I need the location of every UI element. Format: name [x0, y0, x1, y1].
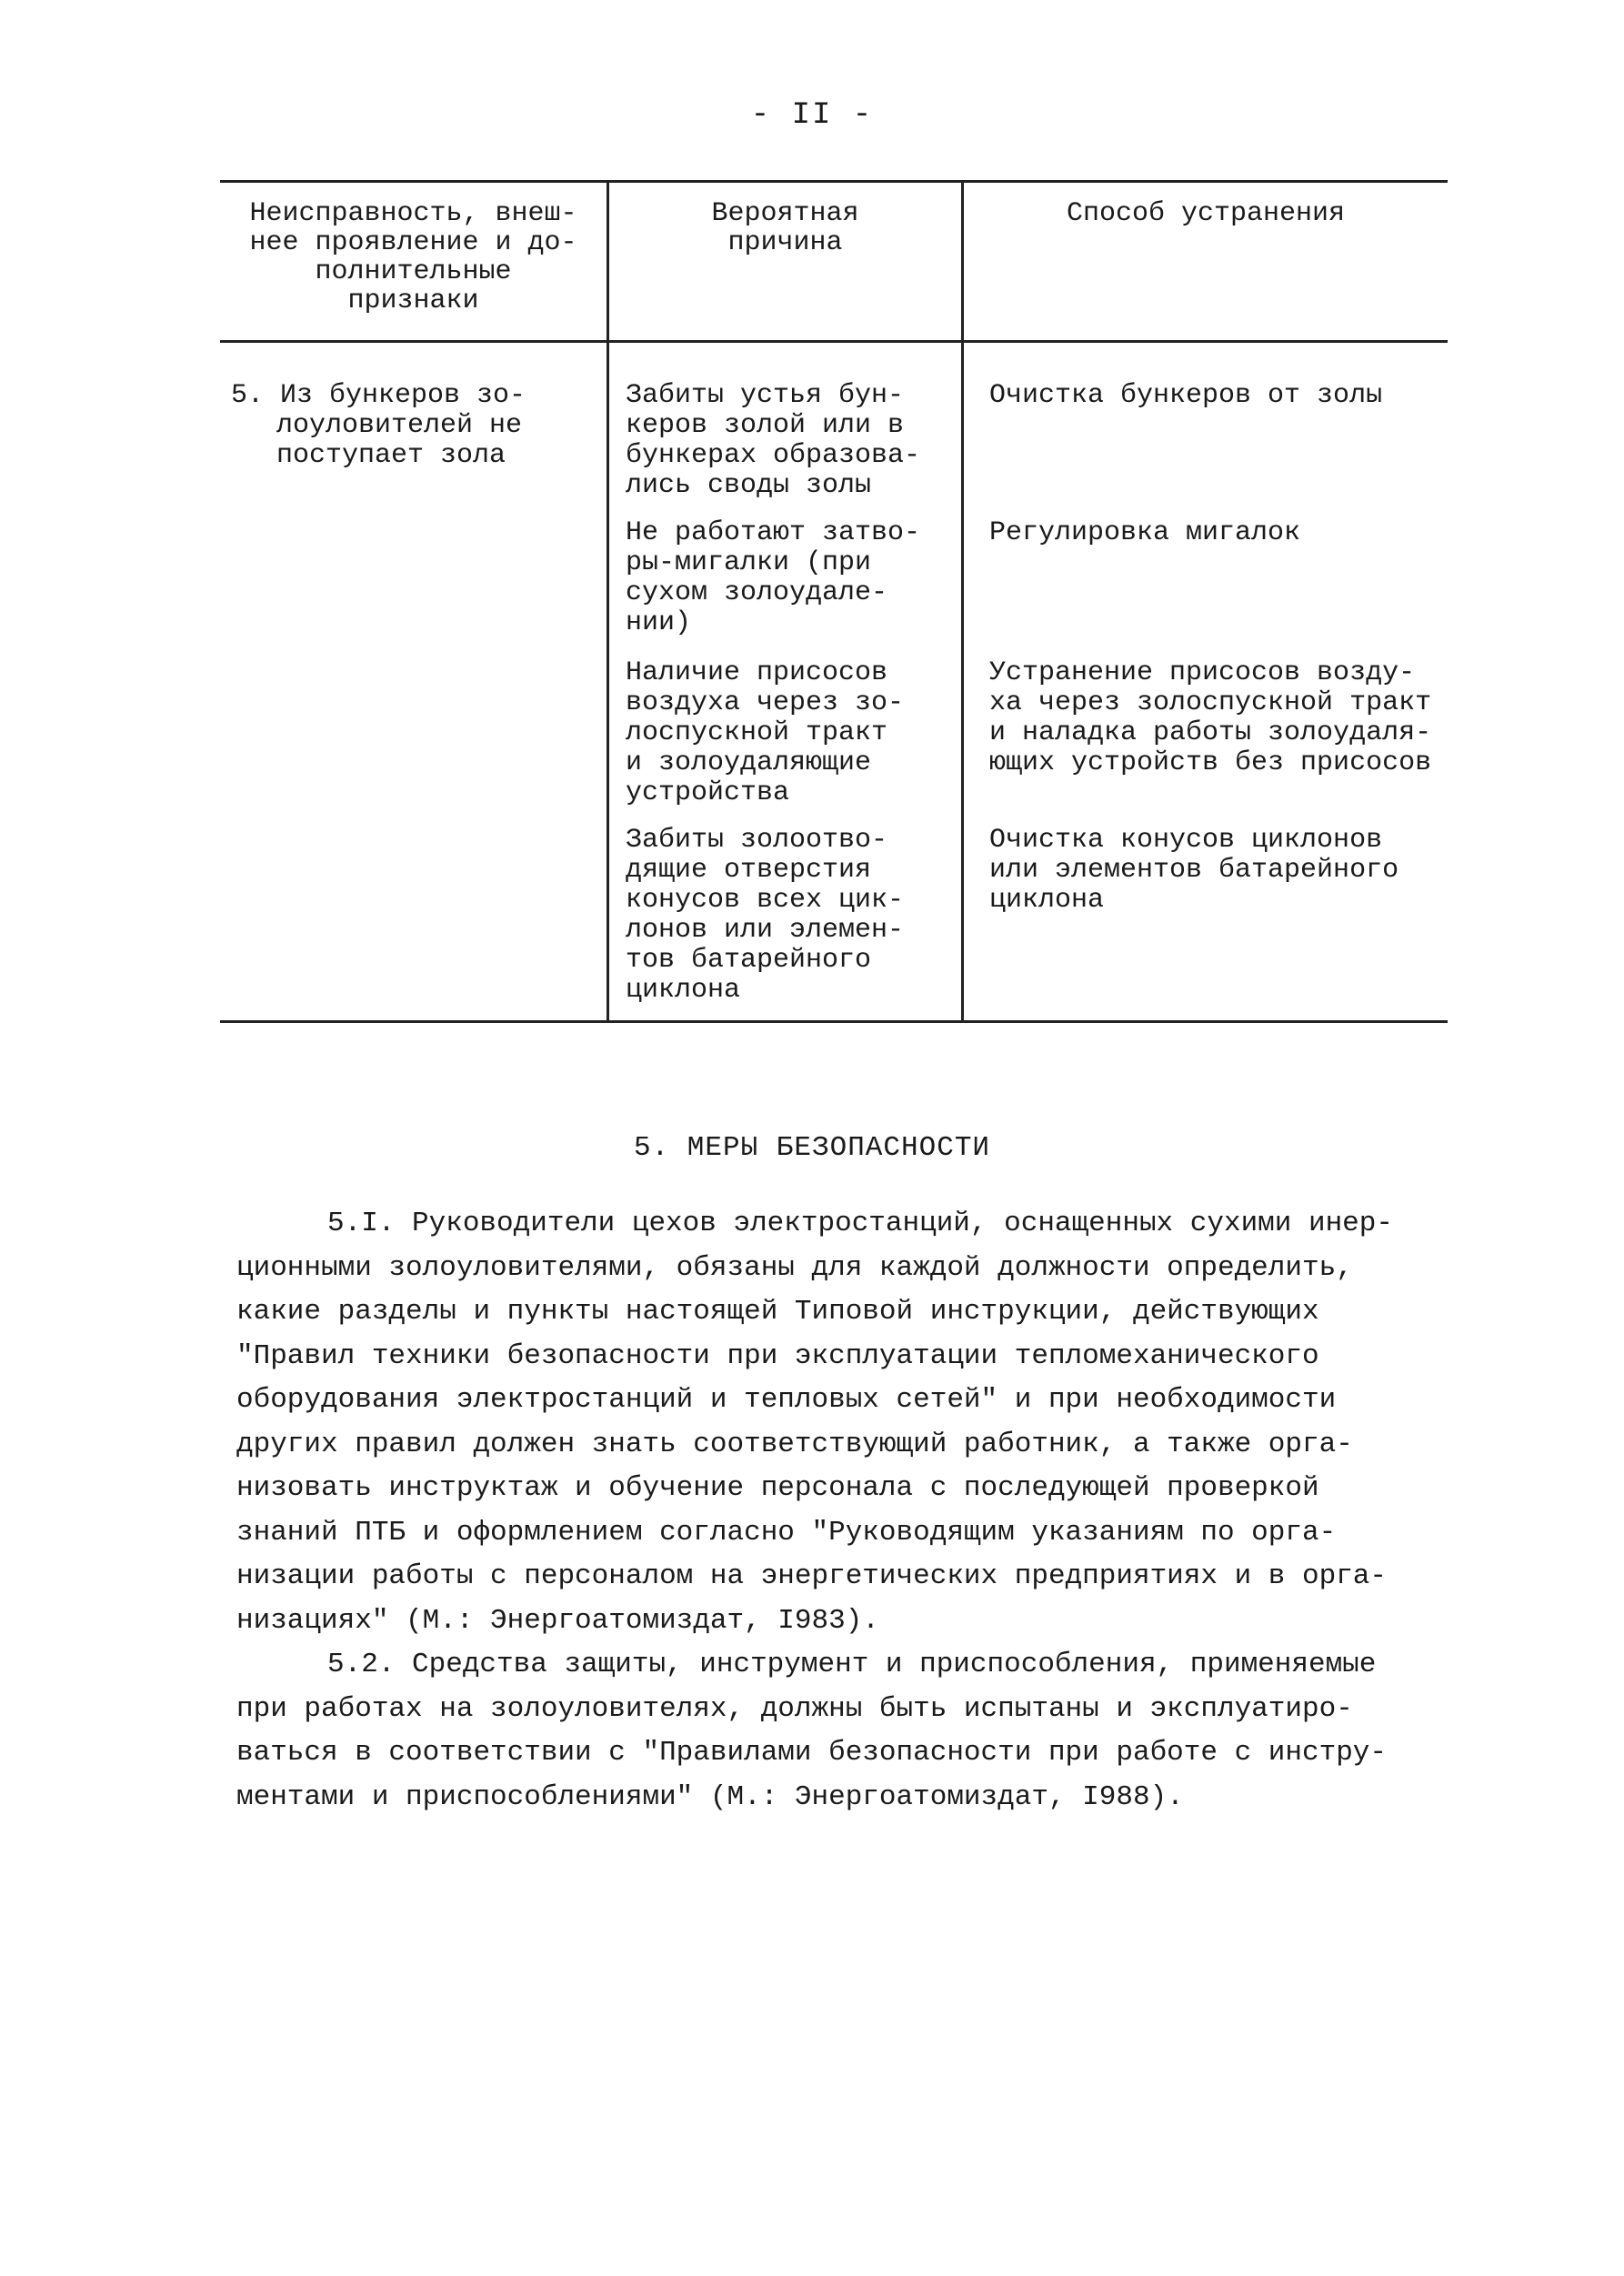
table-row [220, 343, 1448, 1020]
cause-line: лись своды золы [626, 470, 872, 501]
header-fault-line: признаки [347, 286, 479, 316]
remedy-item [989, 381, 1439, 506]
paragraph-line: низации работы с персоналом на энергетических предприятиях и в орга- [236, 1560, 1388, 1592]
remedy-line: и наладка работы золоудаля- [989, 717, 1432, 748]
cause-line: ры-мигалки (при [626, 547, 872, 578]
cause-line: Наличие присосов [626, 657, 888, 688]
paragraph-5-2 [236, 1643, 1482, 1820]
header-cause-line: причина [727, 227, 843, 258]
cause-line: устройства [626, 777, 790, 808]
paragraph-line: знаний ПТБ и оформлением согласно "Руководящим указаниям по орга- [236, 1516, 1337, 1549]
header-cause [606, 183, 961, 340]
remedy-item [989, 826, 1439, 916]
cause-line: нии) [626, 607, 692, 638]
cause-line: конусов всех цик- [626, 885, 905, 916]
remedy-line: Устранение присосов возду- [989, 657, 1416, 688]
paragraph-line: оборудования электростанций и тепловых сетей" и при необходимости [236, 1384, 1337, 1416]
header-fault-line: Неисправность, внеш- [249, 198, 577, 229]
paragraph-line: низовать инструктаж и обучение персонала с последующей проверкой [236, 1472, 1319, 1504]
cause-line: сухом золоудале- [626, 577, 888, 608]
section-title: 5. МЕРЫ БЕЗОПАСНОСТИ [633, 1132, 991, 1164]
remedy-item [989, 658, 1439, 813]
fault-line: поступает зола [276, 440, 506, 471]
fault-line: лоуловителей не [276, 410, 523, 441]
remedy-line: или элементов батарейного [989, 855, 1399, 886]
fault-line: 5. Из бункеров зо- [231, 380, 526, 411]
fault-cell [220, 343, 606, 1020]
cause-item [626, 658, 952, 813]
remedy-line: Очистка бункеров от золы [989, 380, 1383, 411]
cause-line: тов батарейного [626, 945, 872, 976]
remedy-cell [961, 343, 1448, 1020]
cause-line: керов золой или в [626, 410, 905, 441]
remedy-line: ющих устройств без присосов [989, 747, 1432, 778]
header-fault-line: полнительные [315, 256, 512, 287]
cause-line: и золоудаляющие [626, 747, 872, 778]
remedy-item [989, 518, 1439, 646]
cause-line: дящие отверстия [626, 855, 872, 886]
cause-line: Забиты золоотво- [626, 825, 888, 856]
paragraph-line: ционными золоуловителями, обязаны для каждой должности определить, [236, 1251, 1353, 1284]
remedy-line: Регулировка мигалок [989, 517, 1301, 548]
header-remedy-line: Способ устранения [1066, 198, 1346, 229]
paragraph-line: ваться в соответствии с "Правилами безопасности при работе с инстру- [236, 1737, 1388, 1769]
cause-line: Не работают затво- [626, 517, 921, 548]
paragraph-line: других правил должен знать соответствующий работник, а также орга- [236, 1428, 1353, 1460]
paragraph-line: 5.I. Руководители цехов электростанций, оснащенных сухими инер- [327, 1208, 1393, 1239]
header-remedy [961, 183, 1448, 340]
header-fault [220, 183, 606, 340]
cause-cell [606, 343, 961, 1020]
paragraph-line: ментами и приспособлениями" (М.: Энергоатомиздат, I988). [236, 1780, 1184, 1813]
paragraph-5-1 [236, 1202, 1482, 1643]
cause-line: Забиты устья бун- [626, 380, 905, 411]
paragraph-line: 5.2. Средства защиты, инструмент и приспособления, применяемые [327, 1649, 1377, 1680]
header-cause-line: Вероятная [711, 198, 859, 229]
table-header-row [220, 183, 1448, 343]
cause-item [626, 826, 952, 1006]
troubleshooting-table [220, 180, 1448, 1023]
paragraph-line: какие разделы и пункты настоящей Типовой инструкции, действующих [236, 1296, 1319, 1328]
cause-line: бункерах образова- [626, 440, 921, 471]
remedy-line: ха через золоспускной тракт [989, 687, 1432, 718]
header-fault-line: нее проявление и до- [249, 227, 577, 258]
cause-line: лонов или элемен- [626, 915, 905, 946]
cause-line: лоспускной тракт [626, 717, 888, 748]
cause-item [626, 518, 952, 646]
page-number: - II - [750, 98, 874, 133]
cause-line: циклона [626, 975, 741, 1006]
remedy-line: Очистка конусов циклонов [989, 825, 1383, 856]
paragraph-line: низациях" (М.: Энергоатомиздат, I983). [236, 1604, 879, 1637]
paragraph-line: при работах на золоуловителях, должны быть испытаны и эксплуатиро- [236, 1692, 1353, 1725]
remedy-line: циклона [989, 885, 1105, 916]
cause-line: воздуха через зо- [626, 687, 905, 718]
paragraph-line: "Правил техники безопасности при эксплуатации тепломеханического [236, 1339, 1319, 1372]
cause-item [626, 381, 952, 506]
